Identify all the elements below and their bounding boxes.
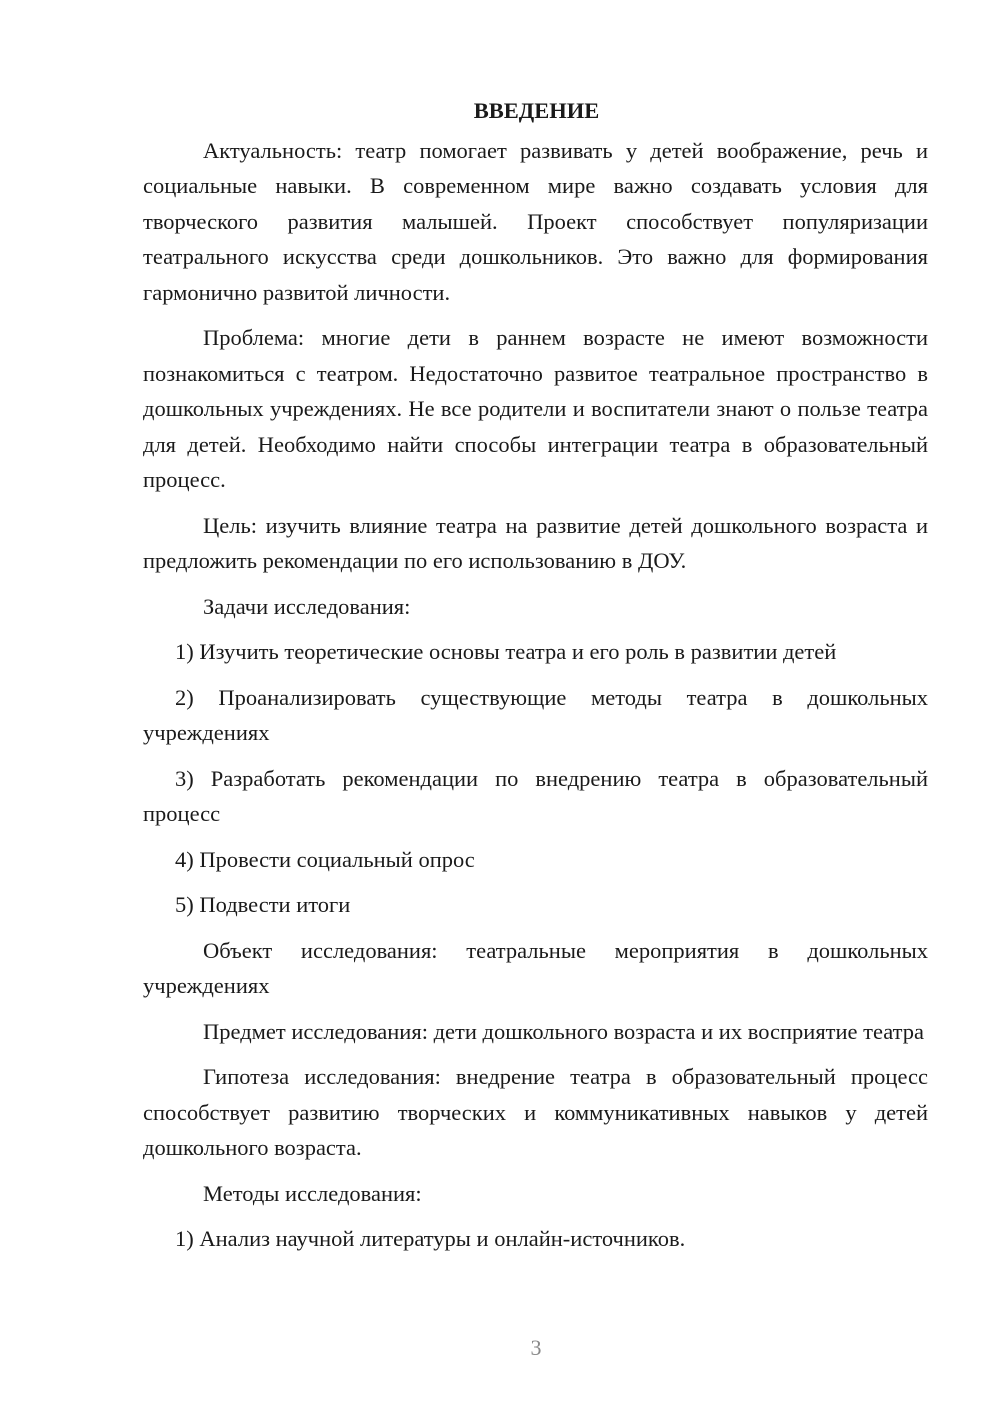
task-item: 1) Изучить теоретические основы театра и его роль в развитии детей	[175, 639, 837, 664]
task-item: 3) Разработать рекомендации по внедрению театра в образовательный процесс	[143, 765, 928, 826]
hypothesis-paragraph: Гипотеза исследования: внедрение театра в образовательный процесс способствует развитию творческих и коммуникативных навыков у детей дошкольного возраста.	[143, 1064, 928, 1160]
page-content	[143, 93, 928, 1267]
object-paragraph: Объект исследования: театральные мероприятия в дошкольных учреждениях	[143, 937, 928, 998]
task-item: 4) Провести социальный опрос	[175, 846, 475, 872]
goal-paragraph: Цель: изучить влияние театра на развитие детей дошкольного возраста и предложить рекомендации по его использованию в ДОУ.	[143, 512, 928, 573]
tasks-heading: Задачи исследования:	[203, 593, 411, 619]
page-title: ВВЕДЕНИЕ	[473, 98, 600, 123]
problem-paragraph: Проблема: многие дети в раннем возрасте не имеют возможности познакомиться с театром. Недостаточно развитое театральное пространство в дошкольных учреждениях. Не все родители и воспитатели знают о пользе театра для детей. Необходимо найти способы интеграции театра в образовательный процесс.	[143, 325, 928, 492]
method-item: 1) Анализ научной литературы и онлайн-источников.	[175, 1226, 686, 1251]
task-item: 5) Подвести итоги	[175, 892, 351, 917]
page-number: 3	[530, 1335, 542, 1360]
methods-heading: Методы исследования:	[203, 1180, 422, 1206]
subject-paragraph: Предмет исследования: дети дошкольного возраста и их восприятие театра	[203, 1018, 924, 1044]
task-item: 2) Проанализировать существующие методы театра в дошкольных учреждениях	[143, 684, 928, 745]
relevance-paragraph: Актуальность: театр помогает развивать у детей воображение, речь и социальные навыки. В современном мире важно создавать условия для творческого развития малышей. Проект способствует популяризации театрального искусства среди дошкольников. Это важно для формирования гармонично развитой личности.	[143, 137, 928, 305]
